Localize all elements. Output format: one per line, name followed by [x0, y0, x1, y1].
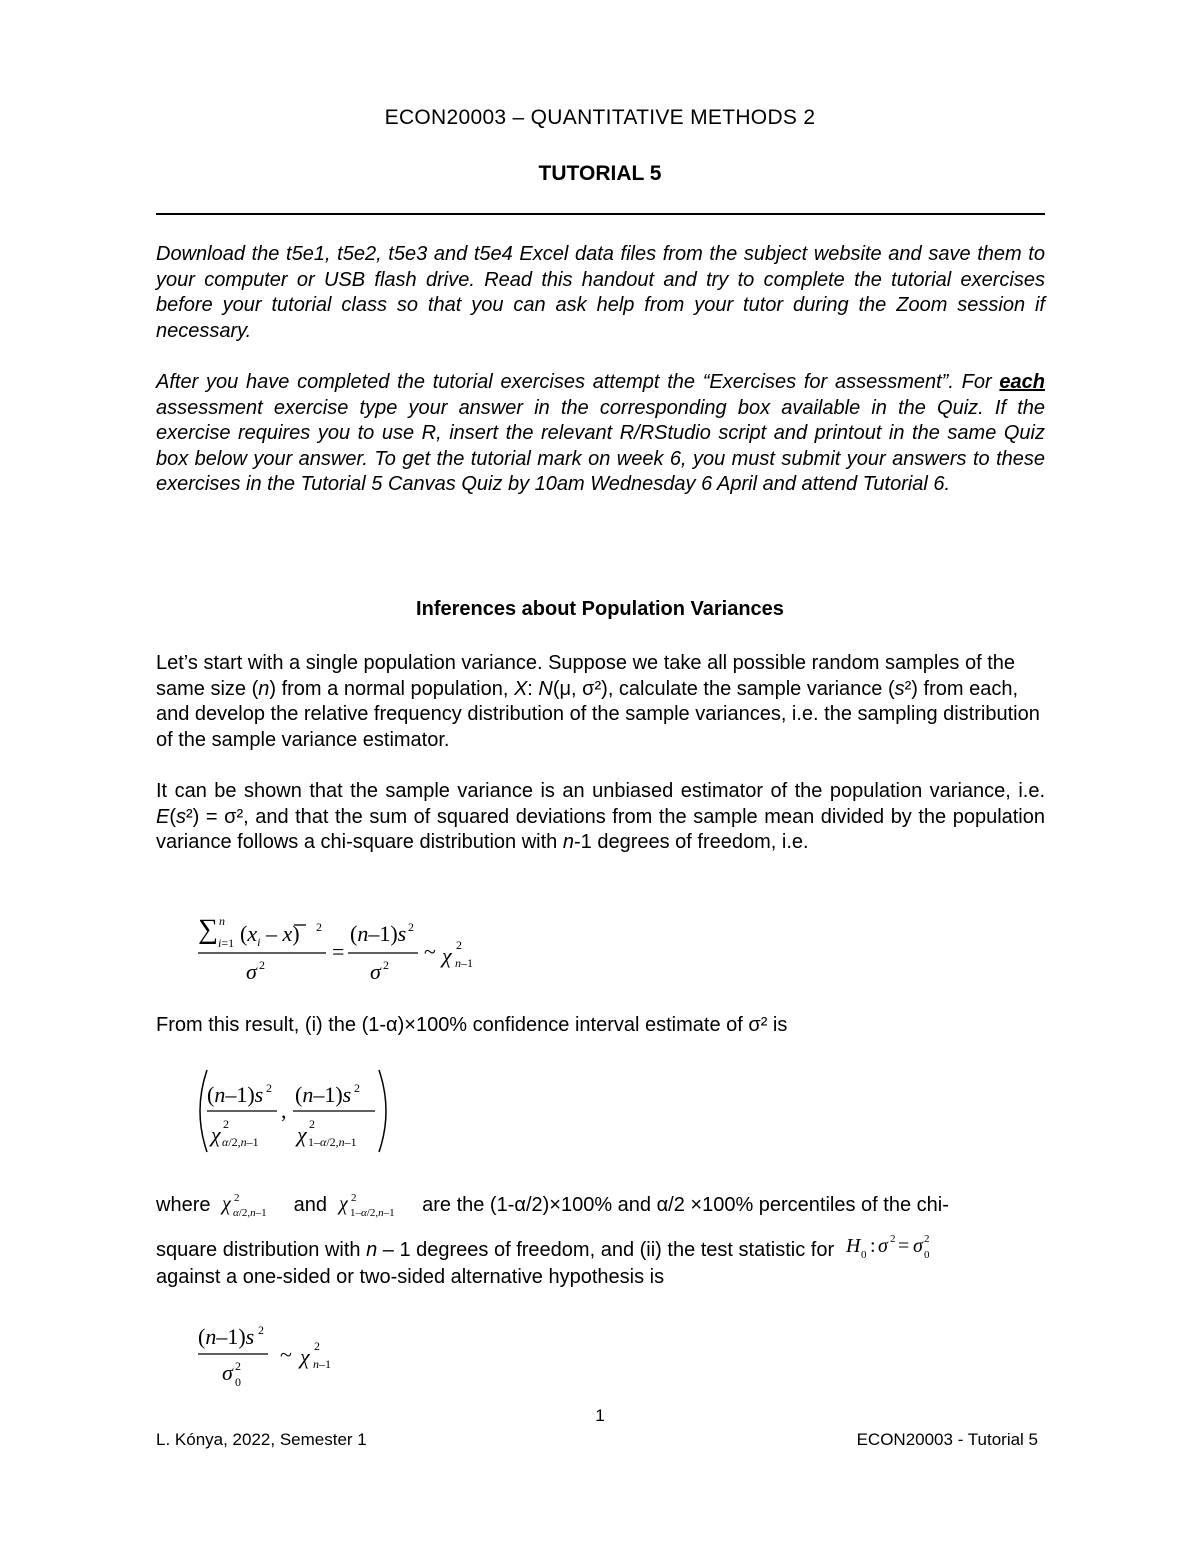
intro-p2-b: assessment exercise type your answer in the corresponding box available in the Quiz. If the exercise requires you to use R, insert the relevant R/RStudio script and printout in the same Quiz box below your answer. To get the tutorial mark on week 6, you must submit your answers to these exercises in the Tutorial 5 Canvas Quiz by 10am Wednesday 6 April and attend Tutorial 6.: [156, 396, 1045, 496]
body-p2-c: ²) = σ², and that the sum of squared deviations from the sample mean divided by the population variance follows a chi-square distribution with: [156, 805, 1045, 854]
svg-text:2: 2: [354, 1081, 360, 1095]
body-p1-d: (μ, σ²), calculate the sample variance (: [552, 677, 895, 700]
svg-text:2: 2: [266, 1081, 272, 1095]
svg-text:∑: ∑: [198, 914, 218, 945]
svg-text:n–1: n–1: [455, 956, 473, 970]
svg-text:=: =: [897, 1235, 909, 1257]
equation-chi-square-distribution: [190, 905, 490, 985]
body-p2-b: (: [169, 805, 177, 828]
svg-text:σ: σ: [912, 1235, 923, 1257]
svg-text:i=1: i=1: [218, 936, 235, 950]
percentiles-text: are the (1-α/2)×100% and α/2 ×100% percentiles of the chi-: [422, 1194, 949, 1216]
svg-text:2: 2: [235, 1359, 241, 1373]
svg-text:n–1: n–1: [313, 1357, 331, 1371]
svg-text:σ: σ: [370, 959, 381, 984]
body-paragraph-5: [156, 1232, 1045, 1264]
intro-p2-a: After you have completed the tutorial exercises attempt the “Exercises for assessment”. For: [156, 371, 1000, 393]
section-heading: Inferences about Population Variances: [416, 598, 784, 620]
equation-confidence-interval: [193, 1064, 403, 1158]
svg-text:2: 2: [383, 958, 389, 972]
svg-text:0: 0: [235, 1375, 241, 1389]
body-p1-a: Let’s start with a single population variance. Suppose we take all possible random samples of the same size (: [156, 652, 1016, 700]
body-p2-s: s: [176, 805, 187, 828]
footer-right: ECON20003 - Tutorial 5: [856, 1430, 1038, 1449]
chi-square-upper-critical: [333, 1190, 417, 1220]
svg-text:χ: χ: [211, 1122, 221, 1147]
and-word: and: [293, 1194, 327, 1216]
footer-left: L. Kónya, 2022, Semester 1: [156, 1430, 367, 1449]
svg-text:σ: σ: [222, 1360, 233, 1385]
svg-text:2: 2: [314, 1339, 320, 1353]
body-paragraph-3: From this result, (i) the (1-α)×100% confidence interval estimate of σ² is: [156, 1014, 788, 1036]
body-p2-n: n: [562, 831, 574, 854]
svg-text:(n–1)s: (n–1)s: [207, 1082, 264, 1107]
svg-text:2: 2: [259, 958, 265, 972]
svg-text:2: 2: [923, 1233, 930, 1245]
svg-text:2: 2: [889, 1233, 896, 1245]
body-p1-b: ) from a normal population,: [269, 677, 514, 700]
svg-text:(n–1)s: (n–1)s: [350, 921, 407, 946]
svg-text:~: ~: [280, 1342, 292, 1367]
svg-text:χ: χ: [338, 1193, 348, 1215]
body-p5-b: – 1 degrees of freedom, and (ii) the test statistic for: [377, 1239, 835, 1261]
body-p1-s: s: [894, 677, 905, 700]
body-p5-a: square distribution with: [156, 1239, 367, 1261]
intro-paragraph-2: [156, 370, 1045, 498]
body-p5-n: n: [366, 1239, 378, 1261]
svg-text:χ: χ: [297, 1122, 307, 1147]
body-p1-n: n: [258, 677, 270, 700]
svg-text:2: 2: [408, 920, 414, 934]
svg-text:(xi – x): $(x_i - x)$: [240, 921, 300, 949]
svg-text:α/2,n–1: α/2,n–1: [222, 1135, 259, 1149]
svg-text:χ: χ: [442, 943, 452, 968]
svg-text::: :: [869, 1235, 876, 1257]
svg-text:0: 0: [923, 1249, 930, 1261]
body-paragraph-4: [156, 1190, 1045, 1220]
svg-text:(n–1)s: (n–1)s: [295, 1082, 352, 1107]
svg-text:σ: σ: [877, 1235, 888, 1257]
body-p1-N: N: [538, 677, 553, 700]
body-p2-a: It can be shown that the sample variance is an unbiased estimator of the population variance, i.e.: [156, 780, 1045, 802]
svg-text:n: n: [219, 914, 225, 928]
svg-text:(n–1)s: (n–1)s: [198, 1324, 255, 1349]
svg-text:=: =: [332, 939, 345, 964]
svg-text:1–α/2,n–1: 1–α/2,n–1: [349, 1207, 395, 1219]
equation-test-statistic: [190, 1318, 360, 1392]
svg-text:1–α/2,n–1: 1–α/2,n–1: [308, 1135, 357, 1149]
body-p1-c: :: [527, 677, 539, 700]
tutorial-title: TUTORIAL 5: [538, 162, 662, 185]
svg-text:2: 2: [258, 1323, 264, 1337]
null-hypothesis: [840, 1232, 960, 1262]
body-paragraph-1: [156, 651, 1045, 753]
body-p1-X: X: [513, 677, 528, 700]
svg-text:2: 2: [456, 938, 462, 952]
intro-p2-emphasis: each: [999, 371, 1045, 393]
svg-text:2: 2: [316, 920, 322, 934]
svg-text:2: 2: [309, 1117, 315, 1131]
body-p2-d: -1 degrees of freedom, i.e.: [573, 831, 809, 854]
body-paragraph-2: [156, 779, 1045, 856]
intro-paragraph-1: Download the t5e1, t5e2, t5e3 and t5e4 Excel data files from the subject website and save them to your computer or USB flash drive. Read this handout and try to complete the tutorial exercises before your tutorial class so that you can ask help from your tutor during the Zoom session if necessary.: [156, 243, 1045, 342]
page-number: 1: [595, 1406, 605, 1425]
body-paragraph-6: against a one-sided or two-sided alternative hypothesis is: [156, 1266, 665, 1288]
svg-text:σ: σ: [246, 959, 257, 984]
body-p2-E: E: [156, 805, 170, 828]
svg-text:α/2,n–1: α/2,n–1: [233, 1207, 267, 1219]
svg-text:~: ~: [424, 939, 436, 964]
header-rule: [156, 213, 1045, 215]
svg-text:0: 0: [860, 1249, 867, 1261]
svg-text:,: ,: [281, 1098, 287, 1123]
body-p1-e: ²) from each, and develop the relative frequency distribution of the sample variances, i.e. the sampling distribution of the sample variance estimator.: [156, 677, 1040, 751]
svg-text:χ: χ: [222, 1193, 231, 1215]
chi-square-lower-critical: [216, 1190, 288, 1220]
svg-text:2: 2: [350, 1192, 357, 1204]
svg-text:χ: χ: [300, 1344, 310, 1369]
svg-text:2: 2: [223, 1117, 229, 1131]
svg-text:2: 2: [234, 1192, 240, 1204]
svg-text:H: H: [845, 1235, 861, 1257]
course-title: ECON20003 – QUANTITATIVE METHODS 2: [384, 106, 816, 129]
where-word: where: [156, 1194, 211, 1216]
